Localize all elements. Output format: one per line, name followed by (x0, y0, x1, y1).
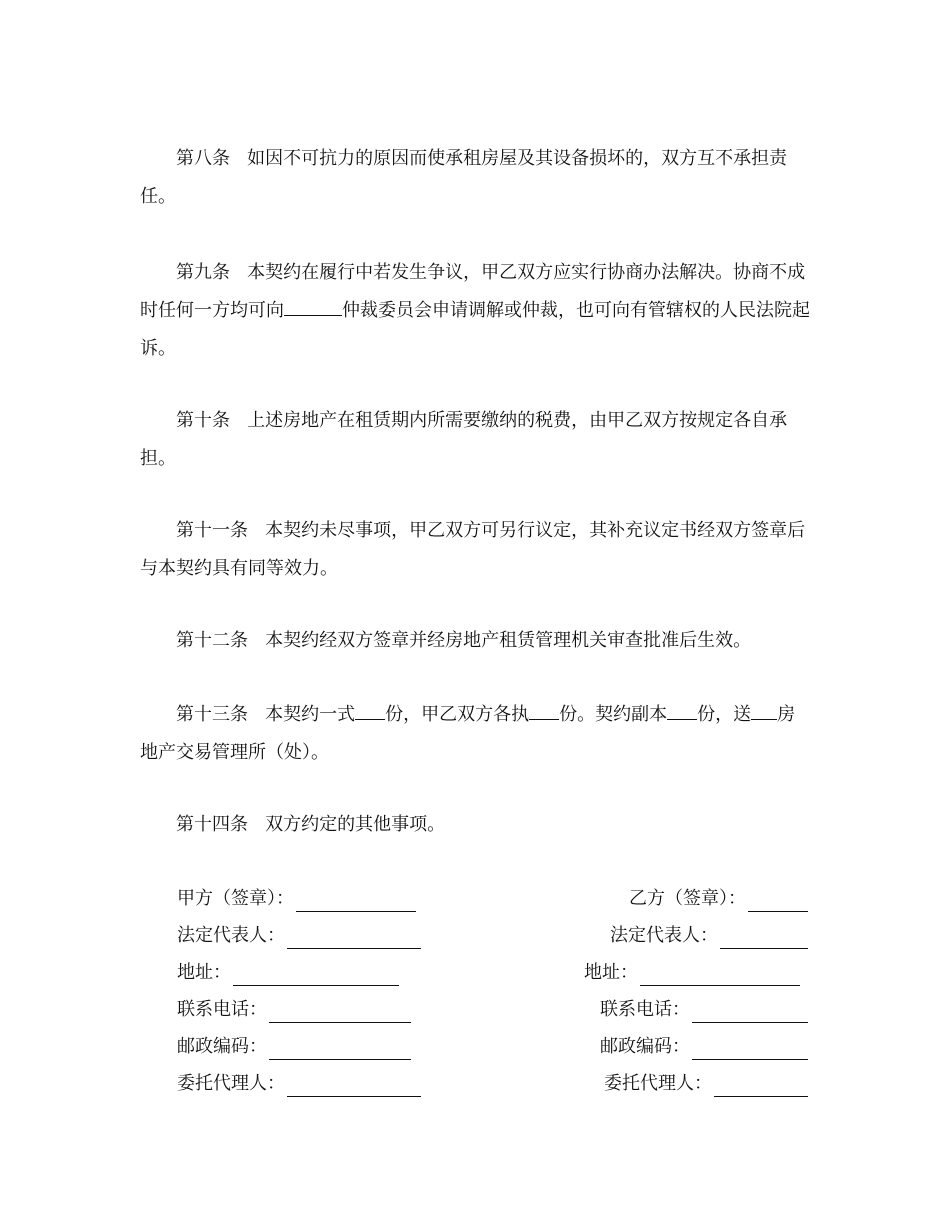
party-b-phone-label: 联系电话： (600, 999, 690, 1020)
article-9 (140, 254, 812, 368)
party-a-rep-label: 法定代表人： (177, 925, 285, 946)
party-a-agent-label: 委托代理人： (177, 1073, 285, 1094)
article-8 (140, 140, 812, 216)
article-9-label: 第九条 (176, 262, 230, 283)
party-b-seal-row (629, 886, 808, 912)
article-13 (140, 696, 812, 772)
article-12-text: 本契约经双方签章并经房地产租赁管理机关审查批准后生效。 (265, 630, 752, 651)
party-a-agent-row (177, 1071, 421, 1097)
article-10-label: 第十条 (176, 410, 230, 431)
party-b-seal-line[interactable] (748, 893, 808, 912)
article-13-text-1: 本契约一式 (265, 704, 356, 725)
article-14-text: 双方约定的其他事项。 (265, 814, 446, 835)
party-b-address-row (584, 960, 800, 986)
party-b-postcode-row (600, 1034, 808, 1060)
blank-total-copies (355, 718, 385, 720)
party-b-agent-row (604, 1071, 808, 1097)
article-9-text-1: 本契约在履行中若发生争议，甲乙双方应实行协商办法解决。协商不成时任何一方均可向 (140, 262, 806, 321)
party-b-postcode-label: 邮政编码： (600, 1036, 690, 1057)
article-12 (140, 622, 812, 660)
party-b-rep-line[interactable] (720, 930, 808, 949)
party-a-address-row (177, 960, 399, 986)
article-11-text: 本契约未尽事项，甲乙双方可另行议定，其补充议定书经双方签章后与本契约具有同等效力。 (140, 520, 806, 579)
blank-recipient (751, 718, 777, 720)
article-13-text-3: 份。契约副本 (559, 704, 668, 725)
party-b-postcode-line[interactable] (692, 1041, 808, 1060)
party-a-rep-row (177, 923, 421, 949)
party-a-address-line[interactable] (233, 967, 399, 986)
article-13-label: 第十三条 (176, 704, 248, 725)
party-a-rep-line[interactable] (287, 930, 421, 949)
party-a-agent-line[interactable] (287, 1078, 421, 1097)
party-a-seal-label: 甲方（签章）： (177, 888, 294, 909)
party-b-address-label: 地址： (584, 962, 638, 983)
party-a-phone-label: 联系电话： (177, 999, 267, 1020)
article-9-text-2: 仲裁委员会申请调解或仲裁，也可向有管辖权的人民法院起诉。 (140, 300, 810, 359)
blank-arbitration-committee (284, 314, 342, 316)
party-b-rep-row (610, 923, 808, 949)
article-13-text-4: 份，送 (697, 704, 752, 725)
party-b-phone-line[interactable] (692, 1004, 808, 1023)
party-b-seal-label: 乙方（签章）： (629, 888, 746, 909)
party-a-seal-line[interactable] (296, 893, 416, 912)
party-a-postcode-line[interactable] (269, 1041, 411, 1060)
article-10-text: 上述房地产在租赁期内所需要缴纳的税费，由甲乙双方按规定各自承担。 (140, 410, 788, 469)
article-14-label: 第十四条 (176, 814, 248, 835)
party-a-postcode-label: 邮政编码： (177, 1036, 267, 1057)
article-13-text-5: 房地产交易管理所（处）。 (140, 704, 796, 763)
article-8-label: 第八条 (176, 148, 230, 169)
article-12-label: 第十二条 (176, 630, 248, 651)
article-8-text: 如因不可抗力的原因而使承租房屋及其设备损坏的，双方互不承担责任。 (140, 148, 788, 207)
party-a-address-label: 地址： (177, 962, 231, 983)
article-14 (140, 806, 812, 844)
party-b-phone-row (600, 997, 808, 1023)
party-a-phone-row (177, 997, 411, 1023)
article-11-label: 第十一条 (176, 520, 248, 541)
party-a-seal-row (177, 886, 416, 912)
party-a-phone-line[interactable] (269, 1004, 411, 1023)
party-b-rep-label: 法定代表人： (610, 925, 718, 946)
party-b-agent-line[interactable] (714, 1078, 808, 1097)
blank-each-copies (529, 718, 559, 720)
article-13-text-2: 份，甲乙双方各执 (385, 704, 530, 725)
party-a-postcode-row (177, 1034, 411, 1060)
party-b-address-line[interactable] (640, 967, 800, 986)
blank-duplicate-copies (667, 718, 697, 720)
article-10 (140, 402, 812, 478)
article-11 (140, 512, 812, 588)
party-b-agent-label: 委托代理人： (604, 1073, 712, 1094)
